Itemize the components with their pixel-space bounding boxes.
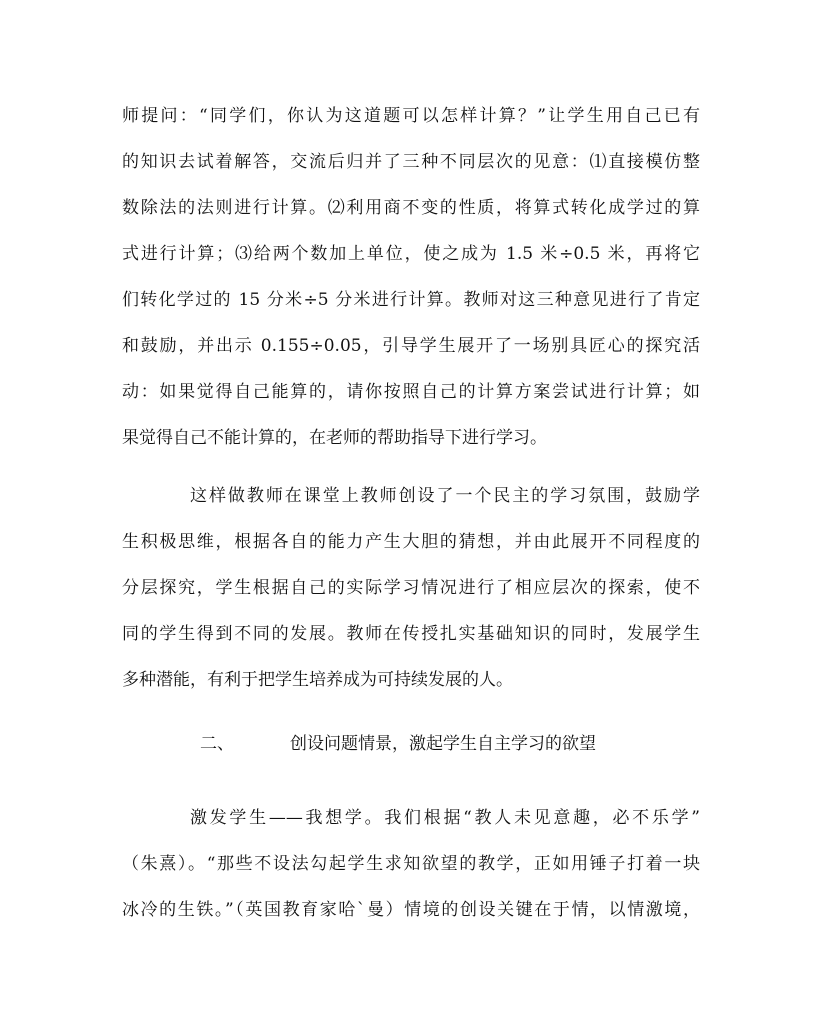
text-line: 式进行计算；⑶给两个数加上单位，使之成为 1.5 米÷0.5 米，再将它 [122, 244, 700, 264]
text-line: 分层探究，学生根据自己的实际学习情况进行了相应层次的探索，使不 [122, 578, 700, 598]
section-number: 二、 [200, 734, 234, 754]
section-heading [200, 721, 596, 767]
text-line: 数除法的法则进行计算。⑵利用商不变的性质，将算式转化成学过的算 [122, 198, 700, 218]
text-line: 激发学生——我想学。我们根据“教人未见意趣，必不乐学” [190, 808, 700, 828]
section-title: 创设问题情景，激起学生自主学习的欲望 [290, 734, 596, 754]
text-line: 和鼓励，并出示 0.155÷0.05，引导学生展开了一场别具匠心的探究活 [122, 336, 700, 356]
text-line: 冰冷的生铁。”（英国教育家哈`曼）情境的创设关键在于情，以情激境， [122, 900, 700, 920]
body-paragraph-1 [122, 93, 700, 461]
text-line: 们转化学过的 15 分米÷5 分米进行计算。教师对这三种意见进行了肯定 [122, 290, 700, 310]
text-line: 的知识去试着解答，交流后归并了三种不同层次的见意：⑴直接模仿整 [122, 152, 700, 172]
text-line: 多种潜能，有利于把学生培养成为可持续发展的人。 [122, 670, 513, 690]
text-line: 同的学生得到不同的发展。教师在传授扎实基础知识的同时，发展学生 [122, 624, 700, 644]
body-paragraph-2 [122, 473, 700, 703]
text-line: 果觉得自己不能计算的，在老师的帮助指导下进行学习。 [122, 428, 547, 448]
text-line: （朱熹）。“那些不设法勾起学生求知欲望的教学，正如用锤子打着一块 [122, 854, 700, 874]
text-line: 动：如果觉得自己能算的，请你按照自己的计算方案尝试进行计算；如 [122, 382, 700, 402]
text-line: 生积极思维，根据各自的能力产生大胆的猜想，并由此展开不同程度的 [122, 532, 700, 552]
text-line: 师提问：“同学们，你认为这道题可以怎样计算？”让学生用自己已有 [122, 106, 700, 126]
text-line: 这样做教师在课堂上教师创设了一个民主的学习氛围，鼓励学 [190, 486, 700, 506]
body-paragraph-3 [122, 795, 700, 933]
